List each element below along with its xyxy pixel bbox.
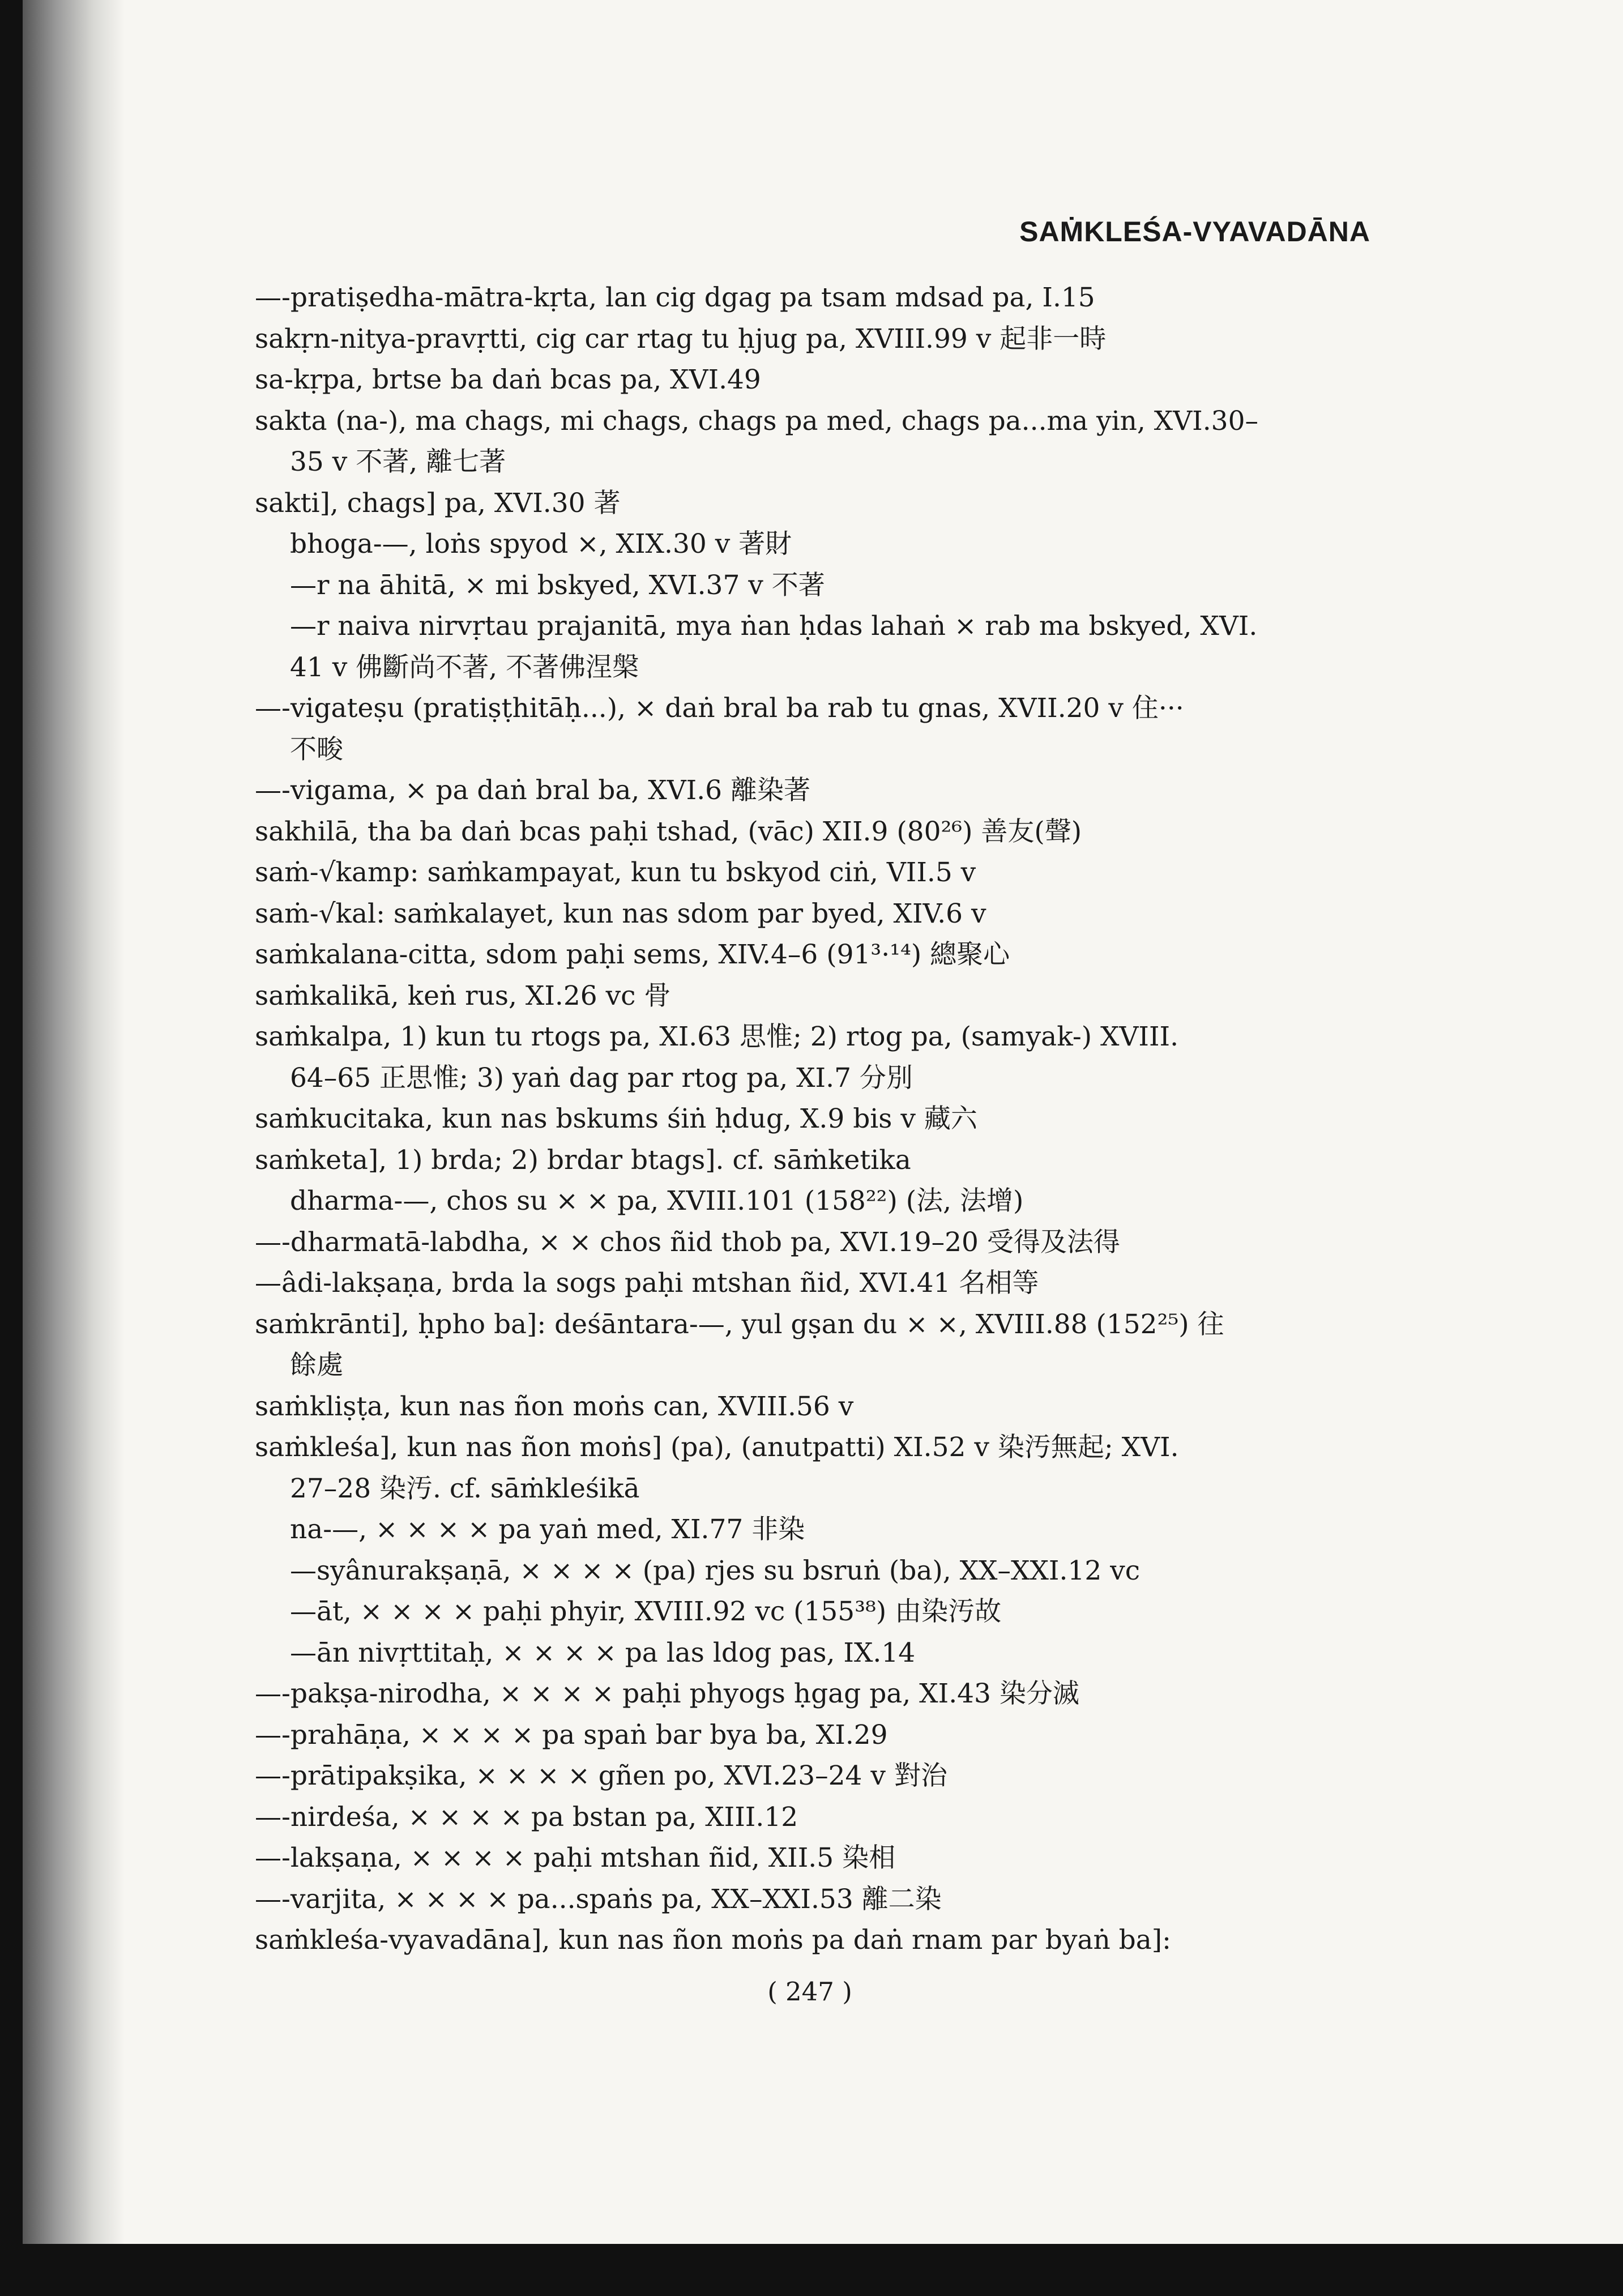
page-number: ( 247 ) (767, 1977, 852, 2007)
entry-line: 35 v 不著, 離七著 (290, 446, 506, 477)
entry-line: sakta (na-), ma chags, mi chags, chags pa med, chags pa...ma yin, XVI.30– (255, 405, 1258, 437)
entry-line: saṁkleśa-vyavadāna], kun nas ñon moṅs pa daṅ rnam par byaṅ ba]: (255, 1924, 1171, 1956)
entry-line: —āt, × × × × paḥi phyir, XVIII.92 vc (155³⁸) 由染汚故 (290, 1596, 1002, 1627)
entry-line: 41 v 佛斷尚不著, 不著佛涅槃 (290, 651, 639, 683)
entry-line: —-varjita, × × × × pa...spaṅs pa, XX–XXI.53 離二染 (255, 1883, 942, 1915)
entry-line: —-dharmatā-labdha, × × chos ñid thob pa, XVI.19–20 受得及法得 (255, 1226, 1120, 1258)
entry-line: bhoga-—, loṅs spyod ×, XIX.30 v 著財 (290, 528, 792, 560)
entry-line: saṁkalpa, 1) kun tu rtogs pa, XI.63 思惟; 2) rtog pa, (samyak-) XVIII. (255, 1021, 1179, 1052)
entry-line: —ān nivṛttitaḥ, × × × × pa las ldog pas, IX.14 (290, 1637, 916, 1668)
entry-line: saṁkalana-citta, sdom paḥi sems, XIV.4–6 (91³·¹⁴) 總聚心 (255, 939, 1010, 970)
entry-line: saṁkliṣṭa, kun nas ñon moṅs can, XVIII.56 v (255, 1390, 854, 1422)
entry-line: saṁkalikā, keṅ rus, XI.26 vc 骨 (255, 980, 671, 1012)
entry-line: —-vigama, × pa daṅ bral ba, XVI.6 離染著 (255, 775, 811, 806)
entry-line: dharma-—, chos su × × pa, XVIII.101 (158²²) (法, 法增) (290, 1185, 1024, 1217)
entry-line: —-pakṣa-nirodha, × × × × paḥi phyogs ḥgag pa, XI.43 染分滅 (255, 1678, 1079, 1709)
dictionary-entries (255, 278, 1370, 1961)
entry-line: —-prātipakṣika, × × × × gñen po, XVI.23–24 v 對治 (255, 1760, 947, 1791)
entry-line: sakṛn-nitya-pravṛtti, cig car rtag tu ḥjug pa, XVIII.99 v 起非一時 (255, 323, 1107, 355)
entry-line: —-pratiṣedha-mātra-kṛta, lan cig dgag pa tsam mdsad pa, I.15 (255, 282, 1095, 313)
entry-line: saṁkrānti], ḥpho ba]: deśāntara-—, yul gṣan du × ×, XVIII.88 (152²⁵) 往 (255, 1308, 1224, 1340)
binding-edge (0, 0, 23, 2296)
entry-line: sakti], chags] pa, XVI.30 著 (255, 487, 621, 519)
entry-line: 27–28 染汚. cf. sāṁkleśikā (290, 1473, 640, 1504)
entry-line: saṁkleśa], kun nas ñon moṅs] (pa), (anutpatti) XI.52 v 染汚無起; XVI. (255, 1432, 1179, 1463)
entry-line: sakhilā, tha ba daṅ bcas paḥi tshad, (vāc) XII.9 (80²⁶) 善友(聲) (255, 816, 1082, 847)
entry-line: saṁketa], 1) brda; 2) brdar btags]. cf. sāṁketika (255, 1144, 911, 1176)
entry-line: 64–65 正思惟; 3) yaṅ dag par rtog pa, XI.7 分別 (290, 1062, 913, 1094)
entry-line: saṁ-√kamp: saṁkampayat, kun tu bskyod ciṅ, VII.5 v (255, 857, 976, 888)
entry-line: sa-kṛpa, brtse ba daṅ bcas pa, XVI.49 (255, 364, 761, 395)
entry-line: saṁkucitaka, kun nas bskums śiṅ ḥdug, X.9 bis v 藏六 (255, 1103, 977, 1134)
entry-line: —-nirdeśa, × × × × pa bstan pa, XIII.12 (255, 1801, 798, 1833)
entry-line: saṁ-√kal: saṁkalayet, kun nas sdom par byed, XIV.6 v (255, 898, 986, 929)
entry-line: —syânurakṣaṇā, × × × × (pa) rjes su bsruṅ (ba), XX–XXI.12 vc (290, 1555, 1141, 1586)
entry-line: —-vigateṣu (pratiṣṭhitāḥ...), × daṅ bral ba rab tu gnas, XVII.20 v 住··· (255, 693, 1184, 724)
scan-bottom-border (0, 2244, 1623, 2296)
entry-line: 不畯 (290, 733, 343, 765)
entry-line: —-lakṣaṇa, × × × × paḥi mtshan ñid, XII.5 染相 (255, 1842, 896, 1873)
entry-line: —-prahāṇa, × × × × pa spaṅ bar bya ba, XI.29 (255, 1719, 888, 1751)
running-head: SAṀKLEŚA-VYAVADĀNA (1019, 216, 1370, 247)
entry-line: —r na āhitā, × mi bskyed, XVI.37 v 不著 (290, 569, 825, 601)
entry-line: na-—, × × × × pa yaṅ med, XI.77 非染 (290, 1514, 805, 1545)
entry-line: —âdi-lakṣaṇa, brda la sogs paḥi mtshan ñid, XVI.41 名相等 (255, 1268, 1039, 1299)
entry-line: —r naiva nirvṛtau prajanitā, mya ṅan ḥdas lahaṅ × rab ma bskyed, XVI. (290, 611, 1258, 642)
entry-line: 餘處 (290, 1350, 343, 1381)
